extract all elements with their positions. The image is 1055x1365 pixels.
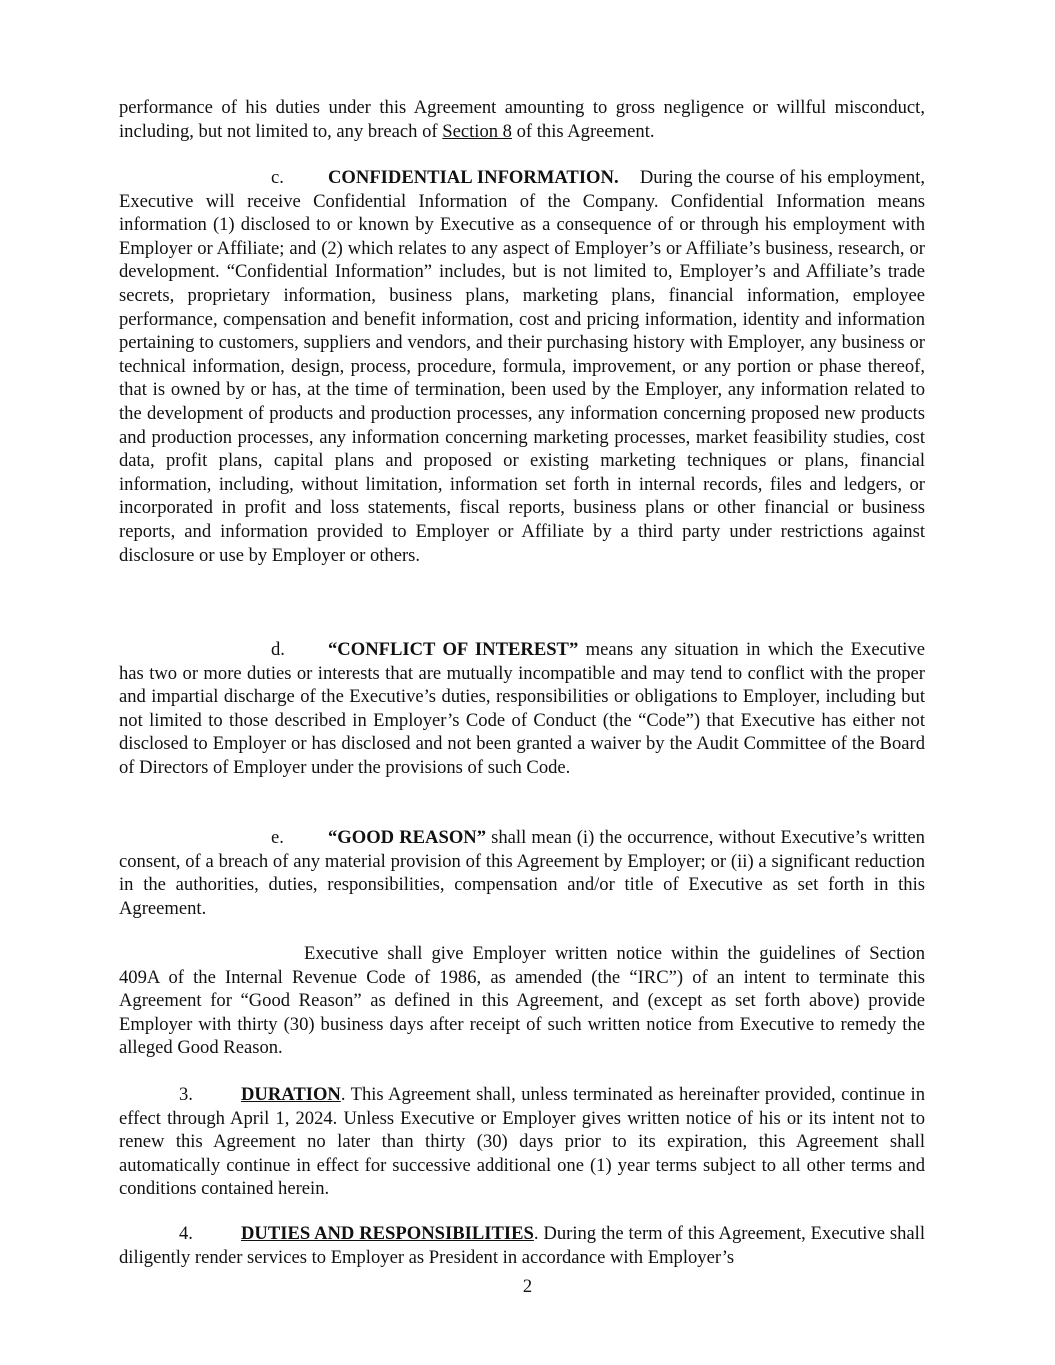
clause-label: c. xyxy=(271,167,284,188)
section-3-duration xyxy=(119,1083,925,1201)
paragraph-continuation xyxy=(119,96,925,143)
clause-text: means any situation in which the Executive has two or more duties or interests that are mutually incompatible and may tend to conflict with the proper and impartial discharge of the Executive’s duties, responsibilities or obligations to Employer, including but not limited to those described in Employer’s Code of Conduct (the “Code”) that Executive has either not disclosed to Employer or has disclosed and not been granted a waiver by the Audit Committee of the Board of Directors of Employer under the provisions of such Code. xyxy=(119,639,926,778)
clause-text: During the course of his employment, Executive will receive Confidential Information of the Company. Confidential Information means information (1) disclosed to or known by Executive as a consequence of or through his employment with Employer or Affiliate; and (2) which relates to any aspect of Employer’s or Affiliate’s business, research, or development. “Confidential Information” includes, but is not limited to, Employer’s and Affiliate’s trade secrets, proprietary information, business plans, marketing plans, financial information, employee performance, compensation and benefit information, cost and pricing information, identity and information pertaining to customers, suppliers and vendors, and their purchasing history with Employer, any business or technical information, design, process, procedure, formula, improvement, or any portion or phase thereof, that is owned by or has, at the time of termination, been used by the Employer, any information related to the development of products and production processes, any information concerning proposed new products and production processes, any information concerning marketing processes, market feasibility studies, cost data, profit plans, capital plans and proposed or existing marketing techniques or plans, financial information, including, without limitation, information set forth in internal records, files and ledgers, or incorporated in profit and loss statements, fiscal reports, business plans or other financial or business reports, and information provided to Employer or Affiliate by a third party under restrictions against disclosure or use by Employer or others. xyxy=(119,167,926,566)
clause-label: d. xyxy=(271,639,285,660)
clause-label: e. xyxy=(271,827,284,848)
paragraph-conflict-of-interest xyxy=(119,638,925,780)
section-text: . This Agreement shall, unless terminated as hereinafter provided, continue in effect through April 1, 2024. Unless Executive or Employer gives written notice of his or its intent not to renew this Agreement no later than thirty (30) days prior to its expiration, this Agreement shall automatically continue in effect for successive additional one (1) year terms subject to all other terms and conditions contained herein. xyxy=(119,1084,925,1200)
clause-heading: “GOOD REASON” xyxy=(328,827,487,848)
section-number: 4. xyxy=(179,1223,193,1244)
paragraph-text: Executive shall give Employer written notice within the guidelines of Section 409A of the Internal Revenue Code of 1986, as amended (the “IRC”) of an intent to terminate this Agreement for “Good Reason” as defined in this Agreement, and (except as set forth above) provide Employer with thirty (30) business days after receipt of such written notice from Executive to remedy the alleged Good Reason. xyxy=(119,943,925,1059)
clause-heading: CONFIDENTIAL INFORMATION. xyxy=(328,167,619,188)
section-number: 3. xyxy=(179,1084,193,1105)
clause-text: shall mean (i) the occurrence, without Executive’s written consent, of a breach of any material provision of this Agreement by Employer; or (ii) a significant reduction in the authorities, duties, responsibilities, compensation and/or title of Executive as set forth in this Agreement. xyxy=(119,827,925,919)
paragraph-confidential-information xyxy=(119,166,925,567)
paragraph-good-reason xyxy=(119,826,925,920)
paragraph-good-reason-notice xyxy=(119,942,925,1060)
section-reference: Section 8 xyxy=(442,120,512,142)
section-heading: DUTIES AND RESPONSIBILITIES xyxy=(241,1223,534,1244)
page-number: 2 xyxy=(522,1276,533,1297)
clause-heading: “CONFLICT OF INTEREST” xyxy=(328,639,579,660)
paragraph-text: of this Agreement. xyxy=(511,120,655,142)
section-text: . During the term of this Agreement, Executive shall diligently render services to Employer as President in accordance with Employer’s xyxy=(119,1223,925,1268)
paragraph-text: performance of his duties under this Agreement amounting to gross negligence or willful misconduct, including, but not limited to, any breach of xyxy=(119,97,925,142)
section-heading: DURATION xyxy=(241,1084,341,1105)
section-4-duties xyxy=(119,1222,925,1269)
